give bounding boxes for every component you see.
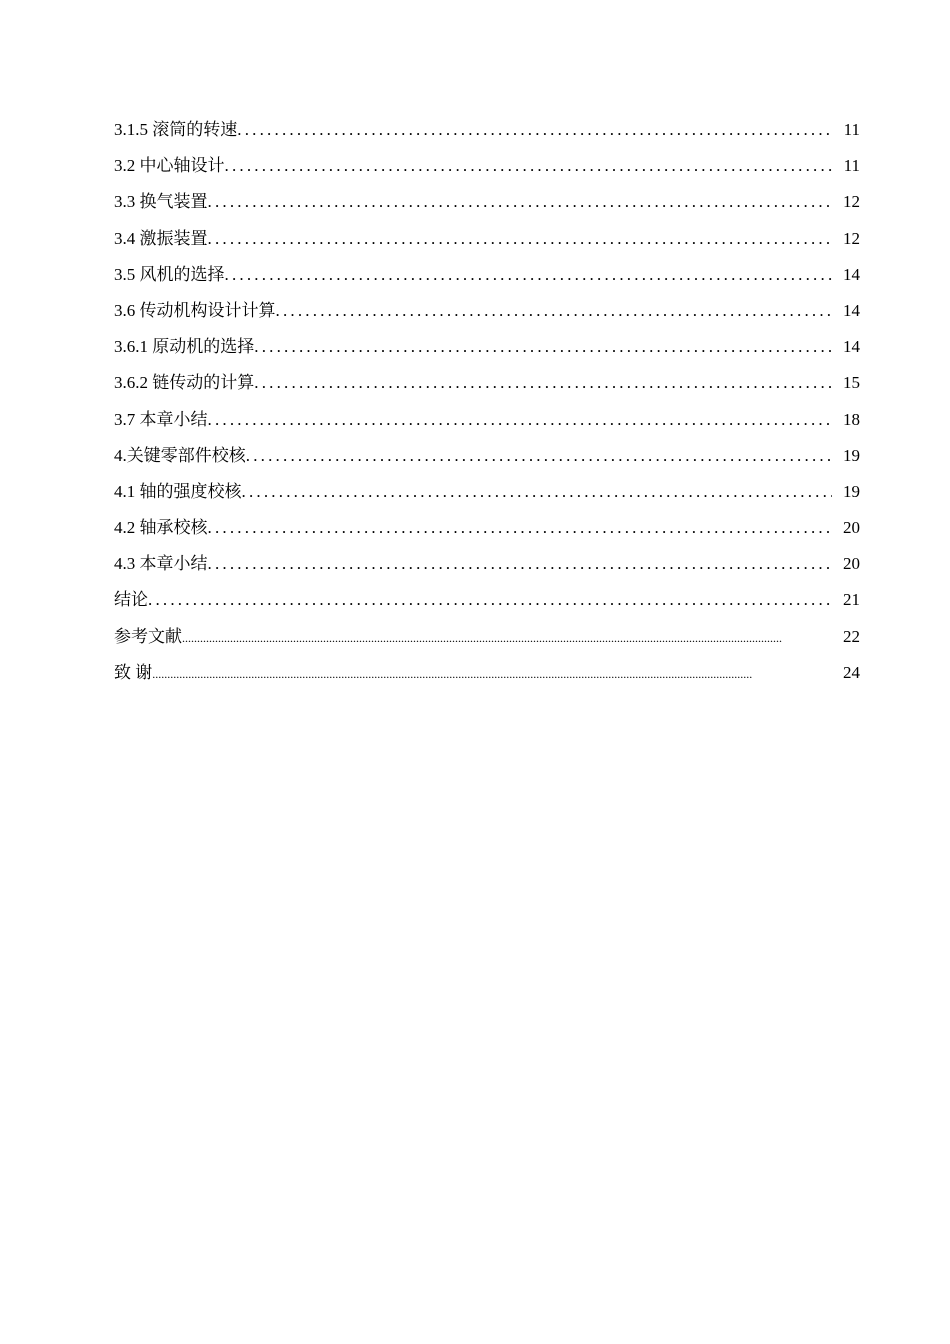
toc-entry-page: 21 bbox=[843, 590, 860, 610]
toc-entry[interactable] bbox=[114, 408, 860, 444]
toc-entry-label: 4.关键零部件校核 bbox=[114, 445, 246, 465]
toc-dot-leader bbox=[208, 408, 833, 432]
toc-entry[interactable] bbox=[114, 227, 860, 263]
toc-dot-leader bbox=[208, 190, 833, 214]
toc-entry-label: 参考文献 bbox=[114, 626, 182, 646]
toc-entry[interactable] bbox=[114, 154, 860, 190]
toc-entry-label: 3.5 风机的选择 bbox=[114, 264, 225, 284]
toc-entry[interactable] bbox=[114, 625, 860, 661]
toc-dot-leader bbox=[254, 335, 832, 359]
toc-entry-page: 14 bbox=[843, 337, 860, 357]
toc-entry-label: 3.6.1 原动机的选择 bbox=[114, 337, 255, 357]
toc-entry[interactable] bbox=[114, 552, 860, 588]
toc-dot-leader bbox=[246, 444, 832, 468]
toc-dot-leader bbox=[152, 662, 832, 686]
toc-entry-label: 结论 bbox=[114, 590, 148, 610]
toc-dot-leader bbox=[237, 118, 832, 142]
toc-entry-page: 19 bbox=[843, 445, 860, 465]
toc-entry-page: 18 bbox=[843, 409, 860, 429]
toc-entry-label: 4.3 本章小结 bbox=[114, 554, 208, 574]
toc-dot-leader bbox=[208, 552, 833, 576]
toc-entry-page: 19 bbox=[843, 481, 860, 501]
toc-entry[interactable] bbox=[114, 118, 860, 154]
toc-entry-label: 3.7 本章小结 bbox=[114, 409, 208, 429]
toc-dot-leader bbox=[242, 480, 833, 504]
toc-entry-page: 11 bbox=[843, 156, 860, 176]
toc-dot-leader bbox=[225, 154, 833, 178]
toc-entry-label: 4.1 轴的强度校核 bbox=[114, 481, 242, 501]
toc-entry[interactable] bbox=[114, 516, 860, 552]
toc-entry[interactable] bbox=[114, 588, 860, 624]
toc-dot-leader bbox=[254, 371, 832, 395]
toc-dot-leader bbox=[276, 299, 833, 323]
toc-entry-label: 3.6 传动机构设计计算 bbox=[114, 300, 276, 320]
toc-dot-leader bbox=[225, 263, 833, 287]
toc-entry-page: 20 bbox=[843, 554, 860, 574]
toc-entry[interactable] bbox=[114, 299, 860, 335]
toc-dot-leader bbox=[182, 626, 832, 650]
toc-entry-label: 4.2 轴承校核 bbox=[114, 518, 208, 538]
toc-entry-page: 12 bbox=[843, 228, 860, 248]
toc-entry-page: 14 bbox=[843, 300, 860, 320]
toc-entry-label: 3.1.5 滚筒的转速 bbox=[114, 120, 238, 139]
toc-entry[interactable] bbox=[114, 371, 860, 407]
table-of-contents bbox=[114, 118, 860, 697]
toc-entry-page: 15 bbox=[843, 373, 860, 393]
toc-entry-label: 致 谢 bbox=[114, 662, 153, 682]
toc-entry-label: 3.3 换气装置 bbox=[114, 192, 208, 212]
toc-entry[interactable] bbox=[114, 661, 860, 697]
toc-entry-page: 22 bbox=[843, 626, 860, 646]
toc-entry-page: 24 bbox=[843, 662, 860, 682]
toc-entry-page: 12 bbox=[843, 192, 860, 212]
toc-entry-label: 3.4 激振装置 bbox=[114, 228, 208, 248]
toc-dot-leader bbox=[148, 588, 832, 612]
toc-dot-leader bbox=[208, 227, 833, 251]
toc-entry-label: 3.2 中心轴设计 bbox=[114, 156, 225, 176]
toc-entry[interactable] bbox=[114, 335, 860, 371]
toc-entry-label: 3.6.2 链传动的计算 bbox=[114, 373, 255, 393]
toc-entry-page: 14 bbox=[843, 264, 860, 284]
toc-entry[interactable] bbox=[114, 480, 860, 516]
toc-entry[interactable] bbox=[114, 190, 860, 226]
toc-entry-page: 11 bbox=[843, 120, 860, 139]
toc-dot-leader bbox=[208, 516, 833, 540]
toc-entry[interactable] bbox=[114, 444, 860, 480]
toc-entry[interactable] bbox=[114, 263, 860, 299]
toc-entry-page: 20 bbox=[843, 518, 860, 538]
